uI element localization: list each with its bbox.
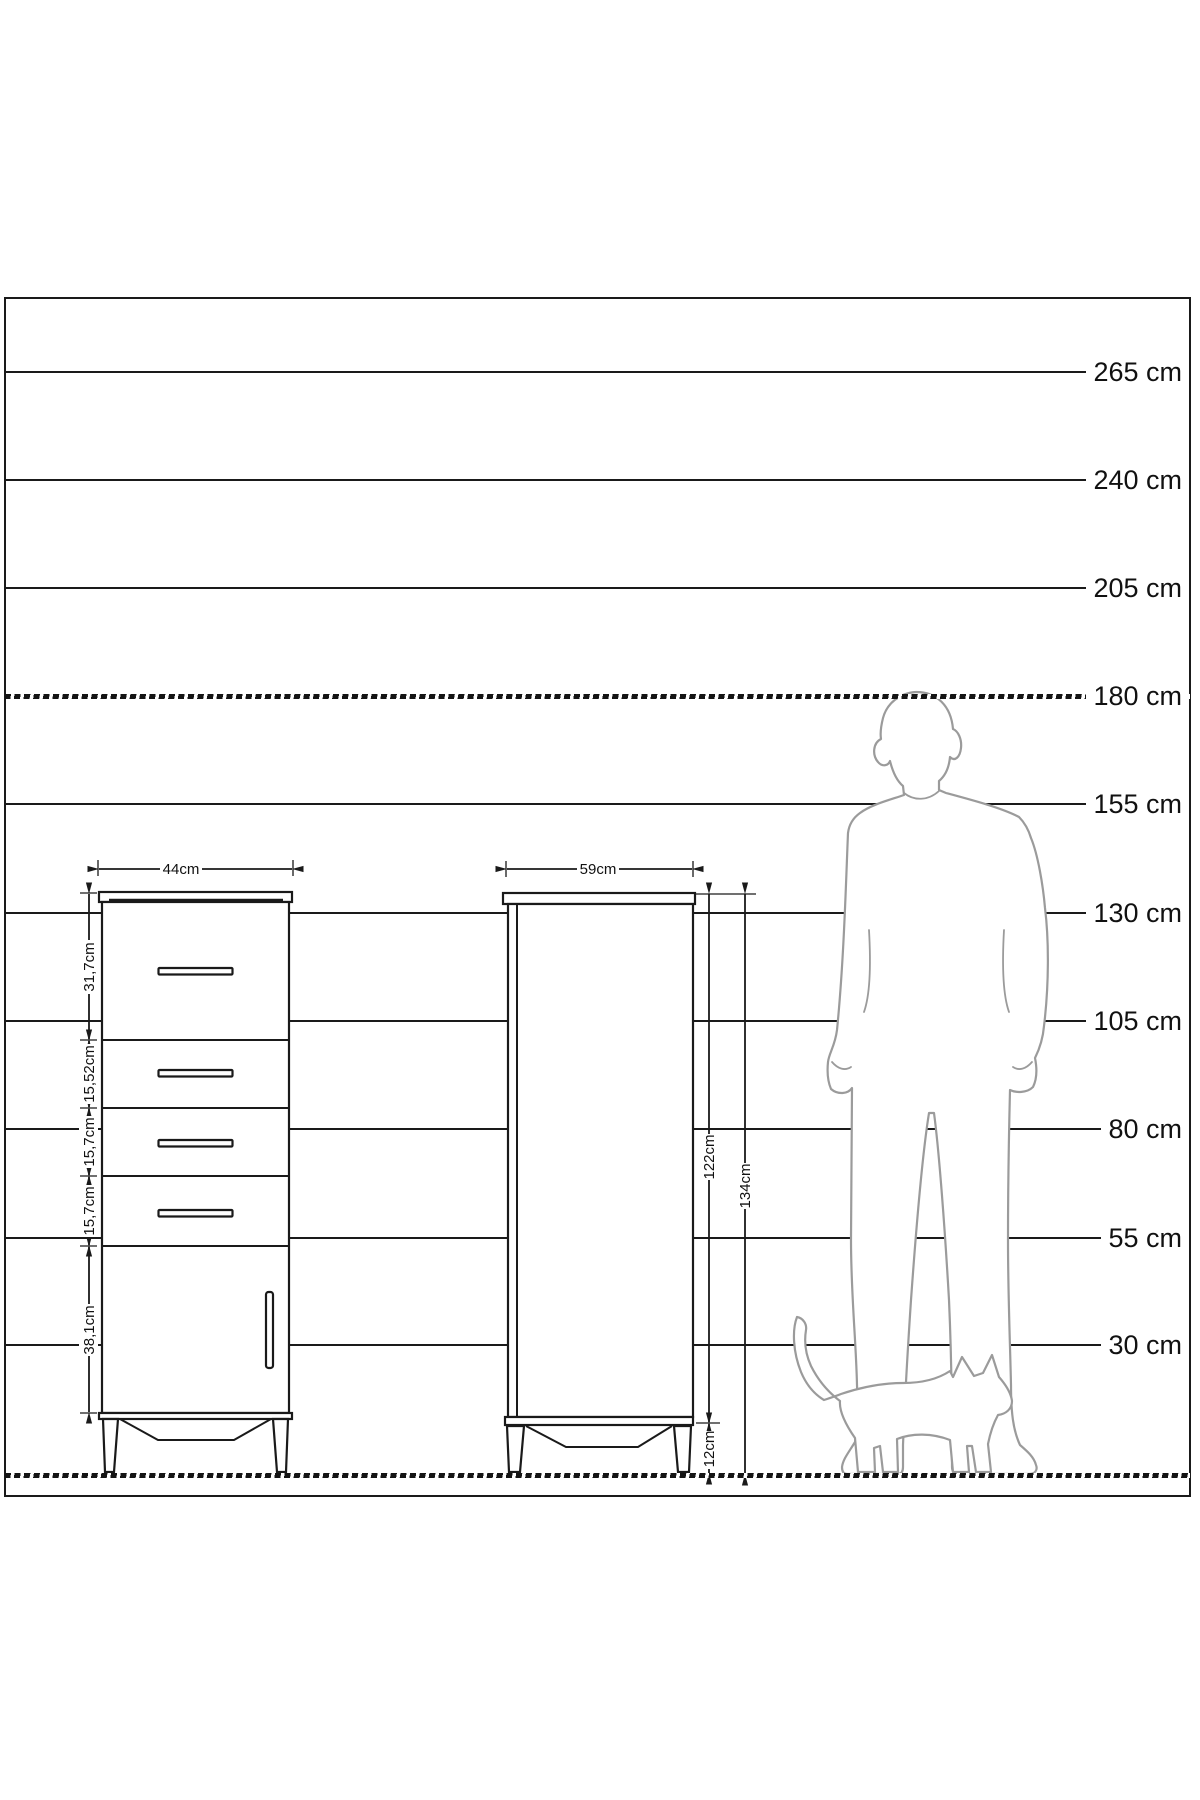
cabinet-leg bbox=[674, 1426, 691, 1472]
scale-label: 30 cm bbox=[1101, 1326, 1189, 1364]
dim-label-width-left: 44cm bbox=[162, 861, 200, 878]
man-outline bbox=[828, 692, 1048, 1474]
door-handle bbox=[266, 1292, 273, 1368]
drawer-handle bbox=[159, 1140, 233, 1147]
leg-brace bbox=[526, 1426, 672, 1447]
height-line-180-dashed bbox=[5, 694, 1190, 699]
cabinet-body bbox=[102, 902, 289, 1413]
scale-label: 105 cm bbox=[1086, 1002, 1189, 1040]
dim-label-drawer1: 31,7cm bbox=[81, 942, 98, 992]
dim-label-door-section: 38,1cm bbox=[81, 1305, 98, 1355]
floor-line-dashed bbox=[5, 1473, 1190, 1478]
dim-label-leg-height: 12cm bbox=[701, 1430, 718, 1468]
scale-label: 240 cm bbox=[1086, 461, 1189, 499]
scale-label: 205 cm bbox=[1086, 569, 1189, 607]
cabinet-base bbox=[505, 1417, 693, 1425]
cabinet-top bbox=[503, 893, 695, 904]
cabinet-base bbox=[99, 1413, 292, 1419]
scale-label: 80 cm bbox=[1101, 1110, 1189, 1148]
scale-label: 265 cm bbox=[1086, 353, 1189, 391]
dim-label-drawer2: 15,52cm bbox=[81, 1045, 98, 1103]
dim-label-drawer4: 15,7cm bbox=[81, 1186, 98, 1236]
dim-label-drawer3: 15,7cm bbox=[81, 1117, 98, 1167]
drawer-handle bbox=[159, 1070, 233, 1077]
scale-label: 130 cm bbox=[1086, 894, 1189, 932]
left-cabinet bbox=[99, 892, 292, 1472]
dim-label-total-height: 134cm bbox=[737, 1163, 754, 1209]
scale-label: 55 cm bbox=[1101, 1219, 1189, 1257]
drawer-handle bbox=[159, 968, 233, 975]
leg-brace bbox=[120, 1419, 271, 1440]
right-cabinet bbox=[503, 893, 695, 1472]
dim-label-width-right: 59cm bbox=[579, 861, 617, 878]
scale-label: 180 cm bbox=[1086, 677, 1189, 715]
dim-label-body-height: 122cm bbox=[701, 1134, 718, 1180]
scale-label: 155 cm bbox=[1086, 785, 1189, 823]
cabinet-leg bbox=[507, 1426, 524, 1472]
cabinet-leg bbox=[273, 1419, 288, 1472]
drawer-handle bbox=[159, 1210, 233, 1217]
cabinet-leg bbox=[103, 1419, 118, 1472]
cabinet-body bbox=[508, 904, 693, 1417]
man-silhouette bbox=[828, 692, 1048, 1474]
